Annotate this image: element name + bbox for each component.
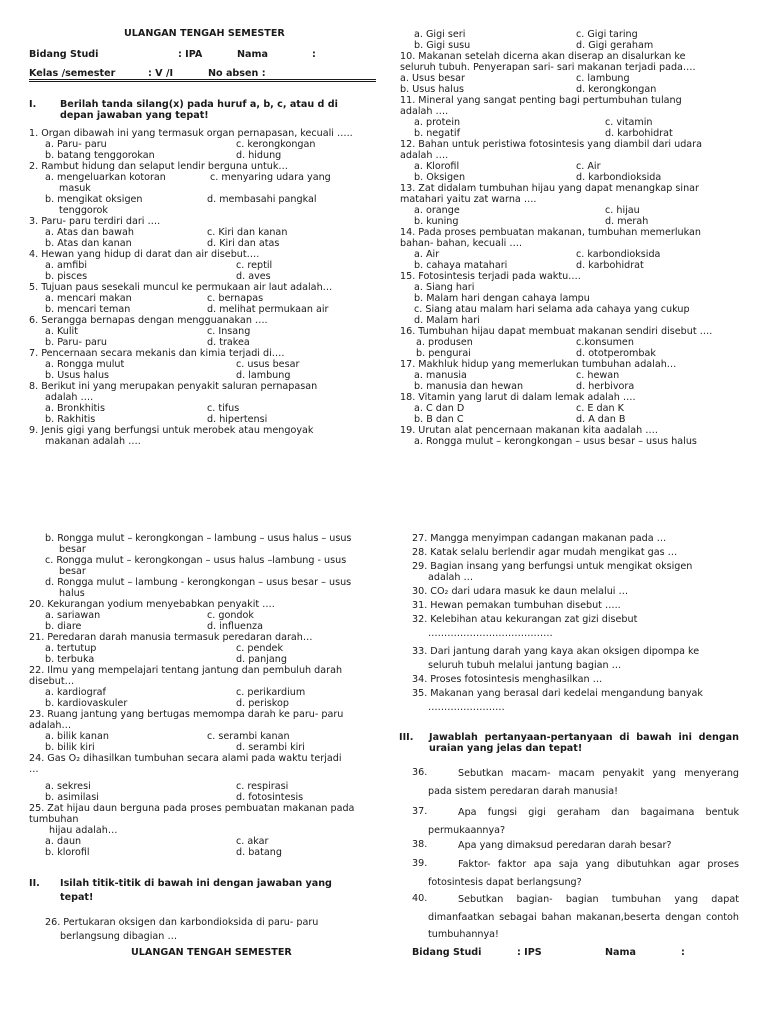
option-d[interactable]: d. kerongkongan bbox=[576, 84, 657, 95]
question-19: 19. Urutan alat pencernaan makanan kita aadalah …. bbox=[400, 425, 658, 436]
question-10-continuation: seluruh tubuh. Penyerapan sari- sari makanan terjadi pada…. bbox=[400, 62, 696, 73]
question-36: Sebutkan macam- macam penyakit yang menyerang pada sistem peredaran darah manusia! bbox=[428, 768, 739, 797]
question-9-continuation: makanan adalah …. bbox=[45, 436, 141, 447]
option-b[interactable]: b. manusia dan hewan bbox=[414, 381, 524, 392]
option-b[interactable]: b. pengurai bbox=[416, 348, 471, 359]
option-a[interactable]: a. manusia bbox=[414, 370, 467, 381]
question-40-number: 40. bbox=[412, 893, 428, 904]
option-c[interactable]: c. respirasi bbox=[236, 781, 289, 792]
question-25-continuation-2: hijau adalah… bbox=[49, 825, 118, 836]
option-d[interactable]: d. membasahi pangkal bbox=[207, 194, 317, 205]
question-24-continuation: … bbox=[29, 764, 39, 775]
option-c[interactable]: c. usus besar bbox=[236, 359, 300, 370]
question-6: 6. Serangga bernapas dengan mengguanakan …. bbox=[29, 315, 268, 326]
question-40: Sebutkan bagian- bagian tumbuhan yang dapat dimanfaatkan sebagai bahan makanan,beserta dengan contoh tumbuhannya! bbox=[428, 894, 739, 940]
section-2-number: II. bbox=[29, 878, 40, 889]
question-2: 2. Rambut hidung dan selaput lendir berguna untuk… bbox=[29, 161, 289, 172]
option-a[interactable]: a. sariawan bbox=[45, 610, 101, 621]
option-b[interactable]: b. Oksigen bbox=[414, 172, 466, 183]
question-21: 21. Peredaran darah manusia termasuk peredaran darah… bbox=[29, 632, 313, 643]
question-38: Apa yang dimaksud peredaran darah besar? bbox=[458, 840, 672, 851]
section-2-instruction-continuation: tepat! bbox=[60, 892, 94, 903]
option-d[interactable]: d. influenza bbox=[207, 621, 263, 632]
question-26: 26. Pertukaran oksigen dan karbondioksida di paru- paru bbox=[45, 917, 319, 928]
question-11: 11. Mineral yang sangat penting bagi pertumbuhan tulang bbox=[400, 95, 682, 106]
option-d[interactable]: d. aves bbox=[236, 271, 271, 282]
option-a[interactable]: a. amfibi bbox=[45, 260, 88, 271]
footer-subject-value: : IPS bbox=[517, 947, 542, 958]
option-b[interactable]: b. Usus halus bbox=[400, 84, 465, 95]
question-29: 29. Bagian insang yang berfungsi untuk mengikat oksigen bbox=[412, 561, 693, 572]
option-b[interactable]: b. Malam hari dengan cahaya lampu bbox=[414, 293, 590, 304]
question-38-number: 38. bbox=[412, 839, 428, 850]
option-c[interactable]: c.konsumen bbox=[576, 337, 634, 348]
subject-value: : IPA bbox=[178, 49, 203, 60]
questions-9-19 bbox=[400, 29, 745, 447]
question-35-continuation: …………………… bbox=[428, 702, 505, 713]
option-d[interactable]: d. merah bbox=[605, 216, 649, 227]
option-c[interactable]: c. hijau bbox=[605, 205, 640, 216]
absence-label: No absen : bbox=[208, 68, 266, 79]
option-a[interactable]: a. mengeluarkan kotoran bbox=[45, 172, 166, 183]
option-a[interactable]: a. Klorofil bbox=[414, 161, 460, 172]
question-8: 8. Berikut ini yang merupakan penyakit saluran pernapasan bbox=[29, 381, 318, 392]
option-c[interactable]: c. Insang bbox=[207, 326, 251, 337]
class-value: : V /I bbox=[148, 68, 174, 79]
question-27: 27. Mangga menyimpan cadangan makanan pada … bbox=[412, 533, 667, 544]
option-b-continuation: besar bbox=[59, 544, 86, 555]
option-d[interactable]: d. ototperombak bbox=[576, 348, 656, 359]
name-label: Nama bbox=[237, 49, 268, 60]
subject-label: Bidang Studi bbox=[29, 49, 99, 60]
option-b[interactable]: b. terbuka bbox=[45, 654, 95, 665]
option-d[interactable]: d. karbohidrat bbox=[576, 260, 644, 271]
option-c[interactable]: c. menyaring udara yang bbox=[210, 172, 331, 183]
question-34: 34. Proses fotosintesis menghasilkan … bbox=[412, 674, 603, 685]
header-divider bbox=[29, 81, 376, 82]
question-25-continuation: tumbuhan bbox=[29, 814, 79, 825]
question-9: 9. Jenis gigi yang berfungsi untuk merobek atau mengoyak bbox=[29, 425, 314, 436]
questions-27-35 bbox=[412, 533, 752, 713]
option-c[interactable]: c. akar bbox=[236, 836, 269, 847]
option-d[interactable]: d. karbohidrat bbox=[605, 128, 673, 139]
option-b[interactable]: b. mengikat oksigen bbox=[45, 194, 143, 205]
option-b-continuation: tenggorok bbox=[59, 205, 108, 216]
section-3-instruction: Jawablah pertanyaan-pertanyaan di bawah ini dengan uraian yang jelas dan tepat! bbox=[429, 732, 739, 754]
question-37: Apa fungsi gigi geraham dan bagaimana bentuk permukaannya? bbox=[428, 807, 739, 836]
question-37-number: 37. bbox=[412, 806, 428, 817]
option-c[interactable]: c. hewan bbox=[576, 370, 620, 381]
question-22-continuation: disebut… bbox=[29, 676, 75, 687]
question-3: 3. Paru- paru terdiri dari …. bbox=[29, 216, 161, 227]
question-4: 4. Hewan yang hidup di darat dan air disebut…. bbox=[29, 249, 260, 260]
question-24: 24. Gas O₂ dihasilkan tumbuhan secara alami pada waktu terjadi bbox=[29, 753, 342, 764]
option-c[interactable]: c. reptil bbox=[236, 260, 273, 271]
question-15: 15. Fotosintesis terjadi pada waktu…. bbox=[400, 271, 581, 282]
question-12-continuation: adalah …. bbox=[400, 150, 449, 161]
option-c[interactable]: c. Gigi taring bbox=[576, 29, 638, 40]
option-d[interactable]: d. serambi kiri bbox=[236, 742, 305, 753]
option-a[interactable]: a. orange bbox=[414, 205, 460, 216]
option-c[interactable]: c. vitamin bbox=[605, 117, 653, 128]
header-divider bbox=[29, 79, 376, 80]
footer-exam-title: ULANGAN TENGAH SEMESTER bbox=[131, 947, 292, 958]
question-10: 10. Makanan setelah dicerna akan diserap an disalurkan ke bbox=[400, 51, 686, 62]
question-7: 7. Pencernaan secara mekanis dan kimia terjadi di…. bbox=[29, 348, 285, 359]
class-label: Kelas /semester bbox=[29, 68, 116, 79]
questions-19-25 bbox=[29, 533, 374, 858]
option-b[interactable]: b. Rakhitis bbox=[45, 414, 96, 425]
section-1-number: I. bbox=[29, 99, 37, 110]
footer-subject-label: Bidang Studi bbox=[412, 947, 482, 958]
question-13-continuation: matahari yaitu zat warna …. bbox=[400, 194, 537, 205]
option-c[interactable]: c. Siang atau malam hari selama ada cahaya yang cukup bbox=[414, 304, 690, 315]
question-18: 18. Vitamin yang larut di dalam lemak adalah …. bbox=[400, 392, 636, 403]
question-29-continuation: adalah … bbox=[428, 572, 474, 583]
questions-1-9 bbox=[29, 128, 374, 447]
option-a[interactable]: a. Usus besar bbox=[400, 73, 465, 84]
option-d[interactable]: d. Gigi geraham bbox=[576, 40, 654, 51]
section-2-instruction: Isilah titik-titik di bawah ini dengan jawaban yang bbox=[60, 878, 332, 889]
option-b[interactable]: b. bilik kiri bbox=[45, 742, 95, 753]
question-1: 1. Organ dibawah ini yang termasuk organ pernapasan, kecuali ….. bbox=[29, 128, 353, 139]
footer-name-label: Nama bbox=[605, 947, 636, 958]
option-d[interactable]: d. hipertensi bbox=[207, 414, 268, 425]
option-a[interactable]: a. Gigi seri bbox=[414, 29, 466, 40]
option-a[interactable]: a. mencari makan bbox=[45, 293, 132, 304]
question-39-number: 39. bbox=[412, 858, 428, 869]
option-c[interactable]: c. Air bbox=[576, 161, 601, 172]
option-d[interactable]: d. trakea bbox=[207, 337, 250, 348]
option-b[interactable]: b. asimilasi bbox=[45, 792, 99, 803]
option-b[interactable]: b. B dan C bbox=[414, 414, 464, 425]
option-d[interactable]: d. Rongga mulut – lambung - kerongkongan – usus besar – usus bbox=[45, 577, 352, 588]
option-a[interactable]: a. protein bbox=[414, 117, 461, 128]
option-b[interactable]: b. Gigi susu bbox=[414, 40, 471, 51]
option-b[interactable]: b. Rongga mulut – kerongkongan – lambung – usus halus – usus bbox=[45, 533, 352, 544]
option-c[interactable]: c. E dan K bbox=[576, 403, 624, 414]
question-31: 31. Hewan pemakan tumbuhan disebut ….. bbox=[412, 600, 621, 611]
question-17: 17. Makhluk hidup yang memerlukan tumbuhan adalah… bbox=[400, 359, 677, 370]
question-35: 35. Makanan yang berasal dari kedelai mengandung banyak bbox=[412, 688, 703, 699]
option-b[interactable]: b. Usus halus bbox=[45, 370, 110, 381]
option-d[interactable]: d. batang bbox=[236, 847, 282, 858]
question-32: 32. Kelebihan atau kekurangan zat gizi disebut bbox=[412, 614, 638, 625]
option-a[interactable]: a. sekresi bbox=[45, 781, 91, 792]
option-d-continuation: halus bbox=[59, 588, 85, 599]
option-c[interactable]: c. Kiri dan kanan bbox=[207, 227, 288, 238]
option-c[interactable]: c. karbondioksida bbox=[576, 249, 661, 260]
option-c[interactable]: c. lambung bbox=[576, 73, 630, 84]
option-a[interactable]: a. tertutup bbox=[45, 643, 97, 654]
option-a[interactable]: a. Kulit bbox=[45, 326, 78, 337]
option-a[interactable]: a. Rongga mulut bbox=[45, 359, 125, 370]
option-b[interactable]: b. Paru- paru bbox=[45, 337, 107, 348]
option-b[interactable]: b. cahaya matahari bbox=[414, 260, 508, 271]
question-33-continuation: seluruh tubuh melalui jantung bagian … bbox=[428, 660, 622, 671]
option-a[interactable]: a. C dan D bbox=[414, 403, 465, 414]
question-22: 22. Ilmu yang mempelajari tentang jantung dan pembuluh darah bbox=[29, 665, 343, 676]
question-28: 28. Katak selalu berlendir agar mudah mengikat gas … bbox=[412, 547, 678, 558]
question-33: 33. Dari jantung darah yang kaya akan oksigen dipompa ke bbox=[412, 646, 700, 657]
question-14-continuation: bahan- bahan, kecuali …. bbox=[400, 238, 523, 249]
option-b[interactable]: b. batang tenggorokan bbox=[45, 150, 155, 161]
option-c-continuation: besar bbox=[59, 566, 86, 577]
option-a[interactable]: a. Bronkhitis bbox=[45, 403, 105, 414]
option-c[interactable]: c. gondok bbox=[207, 610, 254, 621]
option-a[interactable]: a. Rongga mulut – kerongkongan – usus besar – usus halus bbox=[414, 436, 697, 447]
question-12: 12. Bahan untuk peristiwa fotosintesis yang diambil dari udara bbox=[400, 139, 702, 150]
option-a[interactable]: a. bilik kanan bbox=[45, 731, 109, 742]
option-c[interactable]: c. bernapas bbox=[207, 293, 264, 304]
question-14: 14. Pada proses pembuatan makanan, tumbuhan memerlukan bbox=[400, 227, 701, 238]
question-30: 30. CO₂ dari udara masuk ke daun melalui … bbox=[412, 586, 629, 597]
question-23: 23. Ruang jantung yang bertugas memompa darah ke paru- paru bbox=[29, 709, 344, 720]
option-b[interactable]: b. klorofil bbox=[45, 847, 90, 858]
section-3-number: III. bbox=[399, 732, 414, 743]
option-d[interactable]: d. A dan B bbox=[576, 414, 626, 425]
option-b[interactable]: b. negatif bbox=[414, 128, 460, 139]
option-b[interactable]: b. Atas dan kanan bbox=[45, 238, 132, 249]
option-a[interactable]: a. produsen bbox=[416, 337, 473, 348]
option-b[interactable]: b. pisces bbox=[45, 271, 88, 282]
option-b[interactable]: b. mencari teman bbox=[45, 304, 131, 315]
option-b[interactable]: b. kardiovaskuler bbox=[45, 698, 128, 709]
option-b[interactable]: b. diare bbox=[45, 621, 82, 632]
section-1-instruction: Berilah tanda silang(x) pada huruf a, b, c, atau d di depan jawaban yang tepat! bbox=[60, 99, 338, 121]
question-11-continuation: adalah …. bbox=[400, 106, 449, 117]
option-a[interactable]: a. kardiograf bbox=[45, 687, 106, 698]
question-26-continuation: berlangsung dibagian … bbox=[60, 931, 178, 942]
footer-name-colon: : bbox=[681, 947, 685, 958]
name-colon: : bbox=[312, 49, 316, 60]
option-a-continuation: masuk bbox=[59, 183, 91, 194]
option-a[interactable]: a. daun bbox=[45, 836, 82, 847]
option-d[interactable]: d. karbondioksida bbox=[576, 172, 662, 183]
option-c[interactable]: c. pendek bbox=[236, 643, 283, 654]
option-d[interactable]: d. fotosintesis bbox=[236, 792, 304, 803]
option-c[interactable]: c. kerongkongan bbox=[236, 139, 316, 150]
option-d[interactable]: d. Kiri dan atas bbox=[207, 238, 280, 249]
question-39: Faktor- faktor apa saja yang dibutuhkan agar proses fotosintesis dapat berlangsung? bbox=[428, 859, 739, 888]
option-c[interactable]: c. perikardium bbox=[236, 687, 306, 698]
option-d[interactable]: d. hidung bbox=[236, 150, 282, 161]
option-d[interactable]: d. melihat permukaan air bbox=[207, 304, 329, 315]
question-36-number: 36. bbox=[412, 767, 428, 778]
option-a[interactable]: a. Air bbox=[414, 249, 440, 260]
option-a[interactable]: a. Atas dan bawah bbox=[45, 227, 134, 238]
question-16: 16. Tumbuhan hijau dapat membuat makanan sendiri disebut …. bbox=[400, 326, 713, 337]
option-c[interactable]: c. tifus bbox=[207, 403, 240, 414]
option-d[interactable]: d. herbivora bbox=[576, 381, 635, 392]
option-a[interactable]: a. Paru- paru bbox=[45, 139, 107, 150]
exam-title: ULANGAN TENGAH SEMESTER bbox=[124, 28, 285, 39]
question-5: 5. Tujuan paus sesekali muncul ke permukaan air laut adalah… bbox=[29, 282, 333, 293]
question-20: 20. Kekurangan yodium menyebabkan penyakit …. bbox=[29, 599, 275, 610]
question-32-continuation: ………………………………… bbox=[428, 628, 553, 639]
option-c[interactable]: c. Rongga mulut – kerongkongan – usus halus –lambung - usus bbox=[45, 555, 347, 566]
option-d[interactable]: d. Malam hari bbox=[414, 315, 480, 326]
question-8-continuation: adalah …. bbox=[45, 392, 94, 403]
option-d[interactable]: d. periskop bbox=[236, 698, 289, 709]
option-c[interactable]: c. serambi kanan bbox=[207, 731, 290, 742]
question-13: 13. Zat didalam tumbuhan hijau yang dapat menangkap sinar bbox=[400, 183, 699, 194]
option-d[interactable]: d. lambung bbox=[236, 370, 291, 381]
question-23-continuation: adalah… bbox=[29, 720, 72, 731]
option-a[interactable]: a. Siang hari bbox=[414, 282, 475, 293]
question-25: 25. Zat hijau daun berguna pada proses pembuatan makanan pada bbox=[29, 803, 355, 814]
option-b[interactable]: b. kuning bbox=[414, 216, 459, 227]
option-d[interactable]: d. panjang bbox=[236, 654, 287, 665]
